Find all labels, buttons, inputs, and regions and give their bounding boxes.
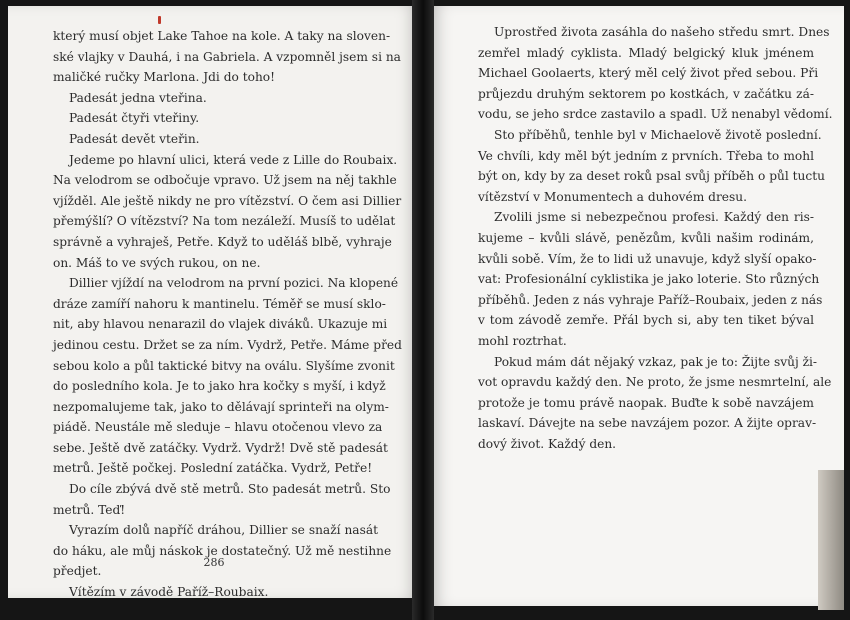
- text-line: vodu, se jeho srdce zastavilo a spadl. Už nenabyl vědomí.: [478, 107, 833, 122]
- text-line: průjezdu druhým sektorem po kostkách, v začátku zá-: [478, 86, 814, 101]
- text-line: ské vlajky v Dauhá, i na Gabriela. A vzpomněl jsem si na: [53, 49, 401, 64]
- text-line: Padesát čtyři vteřiny.: [69, 111, 200, 126]
- text-line: Ve chvíli, kdy měl být jedním z prvních. Třeba to mohl: [478, 148, 814, 163]
- text-line: nezpomalujeme tak, jako to dělávají sprinteři na olym-: [53, 399, 389, 414]
- text-line: Vyrazím dolů napříč dráhou, Dillier se snaží nasát: [69, 523, 378, 538]
- text-line: maličké ručky Marlona. Jdi do toho!: [53, 70, 276, 85]
- text-line: piádě. Neustále mě sleduje – hlavu otočenou vlevo za: [53, 420, 383, 435]
- text-line: vot opravdu každý den. Ne proto, že jsme nesmrtelní, ale: [478, 375, 832, 390]
- text-line: mohl roztrhat.: [478, 333, 567, 348]
- text-line: protože je tomu právě naopak. Buďte k sobě navzájem: [478, 395, 814, 410]
- text-line: sebou kolo a půl taktické bitvy na oválu. Slyšíme zvonit: [53, 358, 395, 373]
- left-page-text: [53, 26, 402, 603]
- text-line: nit, aby hlavou nenarazil do vlajek diváků. Ukazuje mi: [53, 317, 388, 332]
- text-line: Do cíle zbývá dvě stě metrů. Sto padesát metrů. Sto: [69, 482, 391, 497]
- text-line: dový život. Každý den.: [478, 436, 617, 451]
- right-page: [430, 6, 844, 606]
- page-edge: [818, 470, 844, 610]
- text-line: Jedeme po hlavní ulici, která vede z Lille do Roubaix.: [69, 152, 398, 167]
- text-line: Padesát jedna vteřina.: [69, 90, 207, 105]
- text-line: vjížděl. Ale ještě nikdy ne pro vítězství. O čem asi Dillier: [53, 193, 402, 208]
- text-line: přemýšlí? O vítězství? Na tom nezáleží. Musíš to udělat: [53, 214, 396, 229]
- text-line: do háku, ale můj náskok je dostatečný. Už mě nestihne: [53, 543, 392, 558]
- text-line: Michael Goolaerts, který měl celý život před sebou. Při: [478, 66, 819, 81]
- text-line: metrů. Ještě počkej. Poslední zatáčka. Vydrž, Petře!: [53, 461, 373, 476]
- text-line: sebe. Ještě dvě zatáčky. Vydrž. Vydrž! Dvě stě padesát: [53, 440, 388, 455]
- text-line: v tom závodě zemře. Přál bych si, aby ten tiket býval: [478, 313, 814, 328]
- text-line: metrů. Teď!: [53, 502, 126, 517]
- text-line: být on, kdy by za deset roků psal svůj příběh o půl tuctu: [478, 169, 825, 184]
- text-line: jedinou cestu. Držet se za ním. Vydrž, Petře. Máme před: [53, 337, 402, 352]
- left-page: [8, 6, 420, 598]
- text-line: příběhů. Jeden z nás vyhraje Paříž–Roubaix, jeden z nás: [478, 292, 823, 307]
- page-number: 286: [203, 556, 225, 569]
- text-line: Zvolili jsme si nebezpečnou profesi. Každý den ris-: [494, 210, 814, 225]
- text-line: Uprostřed života zasáhla do našeho středu smrt. Dnes: [494, 25, 830, 39]
- text-line: Na velodrom se odbočuje vpravo. Už jsem na něj takhle: [53, 173, 397, 188]
- text-line: kvůli sobě. Vím, že to lidi už unavuje, když slyší opako-: [478, 251, 817, 266]
- red-pencil-mark: [158, 16, 161, 24]
- right-page-text: [478, 22, 833, 454]
- text-line: kujeme – kvůli slávě, penězům, kvůli našim rodinám,: [478, 230, 814, 245]
- text-line: laskaví. Dávejte na sebe navzájem pozor. A žijte oprav-: [478, 416, 817, 431]
- text-line: Padesát devět vteřin.: [69, 131, 200, 146]
- text-line: zemřel mladý cyklista. Mladý belgický kluk jménem: [478, 45, 814, 60]
- book-gutter: [412, 0, 434, 620]
- text-line: Dillier vjíždí na velodrom na první pozici. Na klopené: [69, 276, 399, 291]
- text-line: který musí objet Lake Tahoe na kole. A taky na sloven-: [53, 29, 391, 43]
- text-line: předjet.: [53, 564, 102, 579]
- text-line: Vítězím v závodě Paříž–Roubaix.: [69, 585, 269, 600]
- text-line: Pokud mám dát nějaký vzkaz, pak je to: Žijte svůj ži-: [494, 354, 818, 369]
- text-line: on. Máš to ve svých rukou, on ne.: [53, 255, 261, 270]
- text-line: do posledního kola. Je to jako hra kočky s myší, i když: [53, 379, 386, 394]
- text-line: dráze zamíří nahoru k mantinelu. Téměř se musí sklo-: [53, 296, 386, 311]
- text-line: vítězství v Monumentech a duhovém dresu.: [478, 189, 747, 204]
- text-line: vat: Profesionální cyklistika je jako loterie. Sto různých: [478, 272, 820, 287]
- text-line: Sto příběhů, tenhle byl v Michaelově životě poslední.: [494, 127, 822, 142]
- text-line: správně a vyhraješ, Petře. Když to uděláš blbě, vyhraje: [53, 234, 392, 249]
